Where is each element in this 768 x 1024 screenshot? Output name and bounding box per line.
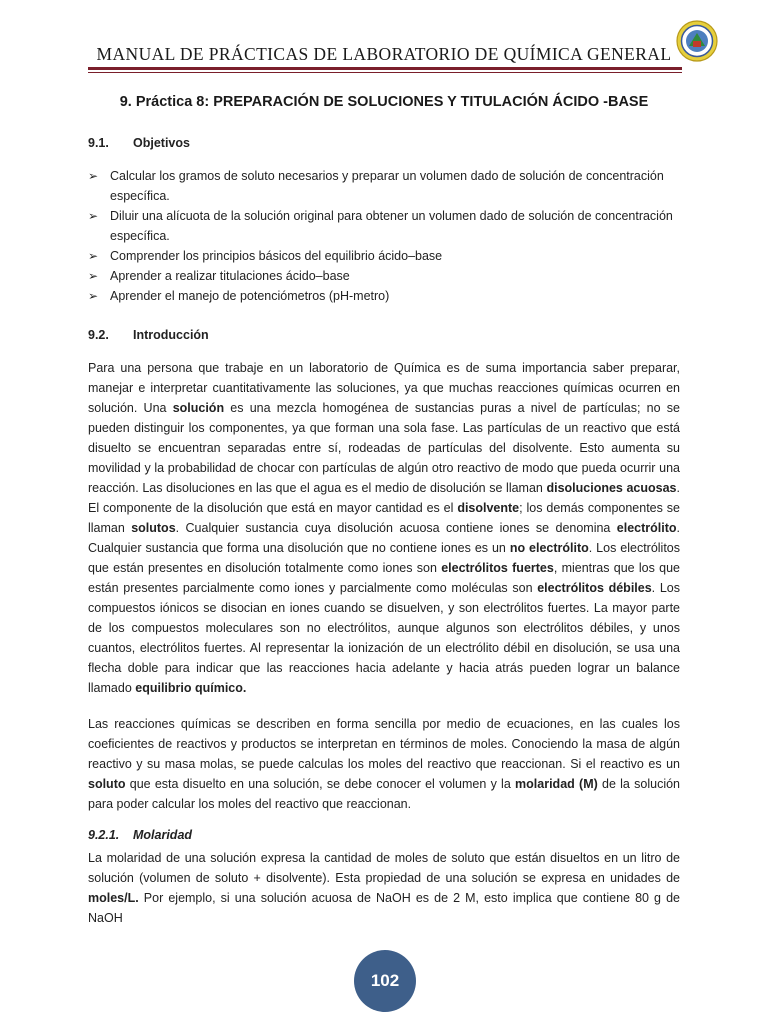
objective-text: Diluir una alícuota de la solución original para obtener un volumen dado de solución de concentración específica.: [110, 209, 673, 243]
text-run: Por ejemplo, si una solución acuosa de NaOH es de 2 M, esto implica que contiene 80 g de NaOH: [88, 891, 680, 925]
arrowhead-bullet-icon: ➢: [88, 209, 99, 223]
section-title: Introducción: [133, 328, 209, 342]
bold-term: electrólitos fuertes: [441, 561, 554, 575]
text-run: . Los compuestos iónicos se disocian en iones cuando se disuelven, y son electrólitos fuertes. La mayor parte de los compuestos moleculares son no electrólitos, aunque algunos son electrólitos débiles, y unos cuantos, electrólitos fuertes. Al representar la ionización de un electrólito débil en disolución, se usa una flecha doble para indicar que las reacciones hacia adelante y hacia atrás pueden lograr un balance llamado: [88, 581, 680, 695]
arrowhead-bullet-icon: ➢: [88, 249, 99, 263]
text-run: . Los electrólitos que están presentes en disolución totalmente como iones son: [88, 541, 681, 575]
objective-item: [88, 266, 680, 286]
bold-term: moles/L.: [88, 891, 139, 905]
text-run: Las reacciones químicas se describen en forma sencilla por medio de ecuaciones, en las cuales los coeficientes de reactivos y productos se interpretan en términos de moles. Conociendo la masa de algún reactivo y su masa molas, se puede calculas los moles del reactivo que reaccionan. Si el reactivo es un: [88, 717, 680, 771]
arrowhead-bullet-icon: ➢: [88, 289, 99, 303]
text-run: , mientras que los que están presentes parcialmente como iones y parcialmente como moléculas son: [88, 561, 680, 595]
bold-term: molaridad (M): [515, 777, 598, 791]
bold-term: solutos: [131, 521, 176, 535]
objectives-list: [88, 166, 680, 306]
objective-item: [88, 206, 680, 246]
subsection-title: Molaridad: [133, 828, 193, 842]
objective-item: [88, 286, 680, 306]
header-rule-thin: [88, 72, 682, 73]
objective-text: Aprender a realizar titulaciones ácido–base: [110, 269, 350, 283]
bold-term: solución: [172, 401, 225, 415]
bold-term: no electrólito: [509, 541, 589, 555]
objective-text: Aprender el manejo de potenciómetros (pH-metro): [110, 289, 390, 303]
text-run: . Cualquier sustancia cuya disolución acuosa contiene iones se denomina: [175, 521, 617, 535]
bold-term: disolvente: [457, 501, 520, 515]
objective-text: Comprender los principios básicos del equilibrio ácido–base: [110, 249, 443, 263]
page-number: 102: [370, 971, 400, 990]
intro-paragraph-1: [88, 358, 680, 698]
text-run: de la solución para poder calcular los moles del reactivo que reaccionan.: [88, 777, 680, 811]
header-title: MANUAL DE PRÁCTICAS DE LABORATORIO DE QUÍMICA GENERAL: [96, 44, 672, 64]
section-heading-objectives: [88, 136, 190, 150]
arrowhead-bullet-icon: ➢: [88, 269, 99, 283]
objective-item: [88, 246, 680, 266]
text-run: . El componente de la disolución que está en mayor cantidad es el: [88, 481, 680, 515]
subsection-heading-molarity: [88, 828, 192, 842]
text-run: Para una persona que trabaje en un laboratorio de Química es de suma importancia saber preparar, manejar e interpretar cuantitativamente las soluciones, ya que muchas reacciones químicas ocurren en solución. Una: [88, 361, 680, 415]
text-run: . Cualquier sustancia que forma una disolución que no contiene iones es un: [88, 521, 680, 555]
objective-text: Calcular los gramos de soluto necesarios y preparar un volumen dado de solución de concentración específica.: [110, 169, 664, 203]
header-rule-thick: [88, 67, 682, 70]
university-seal-logo: [676, 20, 718, 62]
molarity-paragraph: [88, 848, 680, 928]
bold-term: electrólitos débiles: [537, 581, 652, 595]
intro-paragraph-2: [88, 714, 680, 814]
text-run: La molaridad de una solución expresa la cantidad de moles de soluto que están disueltos en un litro de solución (volumen de soluto + disolvente). Esta propiedad de una solución se expresa en unidades de: [88, 851, 680, 885]
practice-heading: 9. Práctica 8: PREPARACIÓN DE SOLUCIONES Y TITULACIÓN ÁCIDO -BASE: [119, 94, 649, 110]
text-run: es una mezcla homogénea de sustancias puras a nivel de partículas; no se pueden distinguir los componentes, ya que forman una sola fase. Las partículas de un reactivo que está disuelto se encuentran separadas entre sí, rodeadas de partículas del disolvente. Esto aumenta su movilidad y la probabilidad de chocar con partículas de algún otro reactivo de modo que pueda ocurrir una reacción. Las disoluciones en las que el agua es el medio de disolución se llaman: [88, 401, 680, 495]
text-run: ; los demás componentes se llaman: [88, 501, 680, 535]
arrowhead-bullet-icon: ➢: [88, 169, 99, 183]
bold-term: disoluciones acuosas: [546, 481, 677, 495]
bold-term: electrólito: [616, 521, 677, 535]
section-title: Objetivos: [133, 136, 190, 150]
objective-item: [88, 166, 680, 206]
bold-term: soluto: [88, 777, 126, 791]
bold-term: equilibrio químico.: [135, 681, 247, 695]
subsection-number: 9.2.1.: [88, 828, 120, 842]
section-number: 9.1.: [88, 136, 109, 150]
text-run: que esta disuelto en una solución, se debe conocer el volumen y la: [125, 777, 516, 791]
section-number: 9.2.: [88, 328, 109, 342]
page-number-badge: [354, 950, 416, 1012]
section-heading-intro: [88, 328, 209, 342]
